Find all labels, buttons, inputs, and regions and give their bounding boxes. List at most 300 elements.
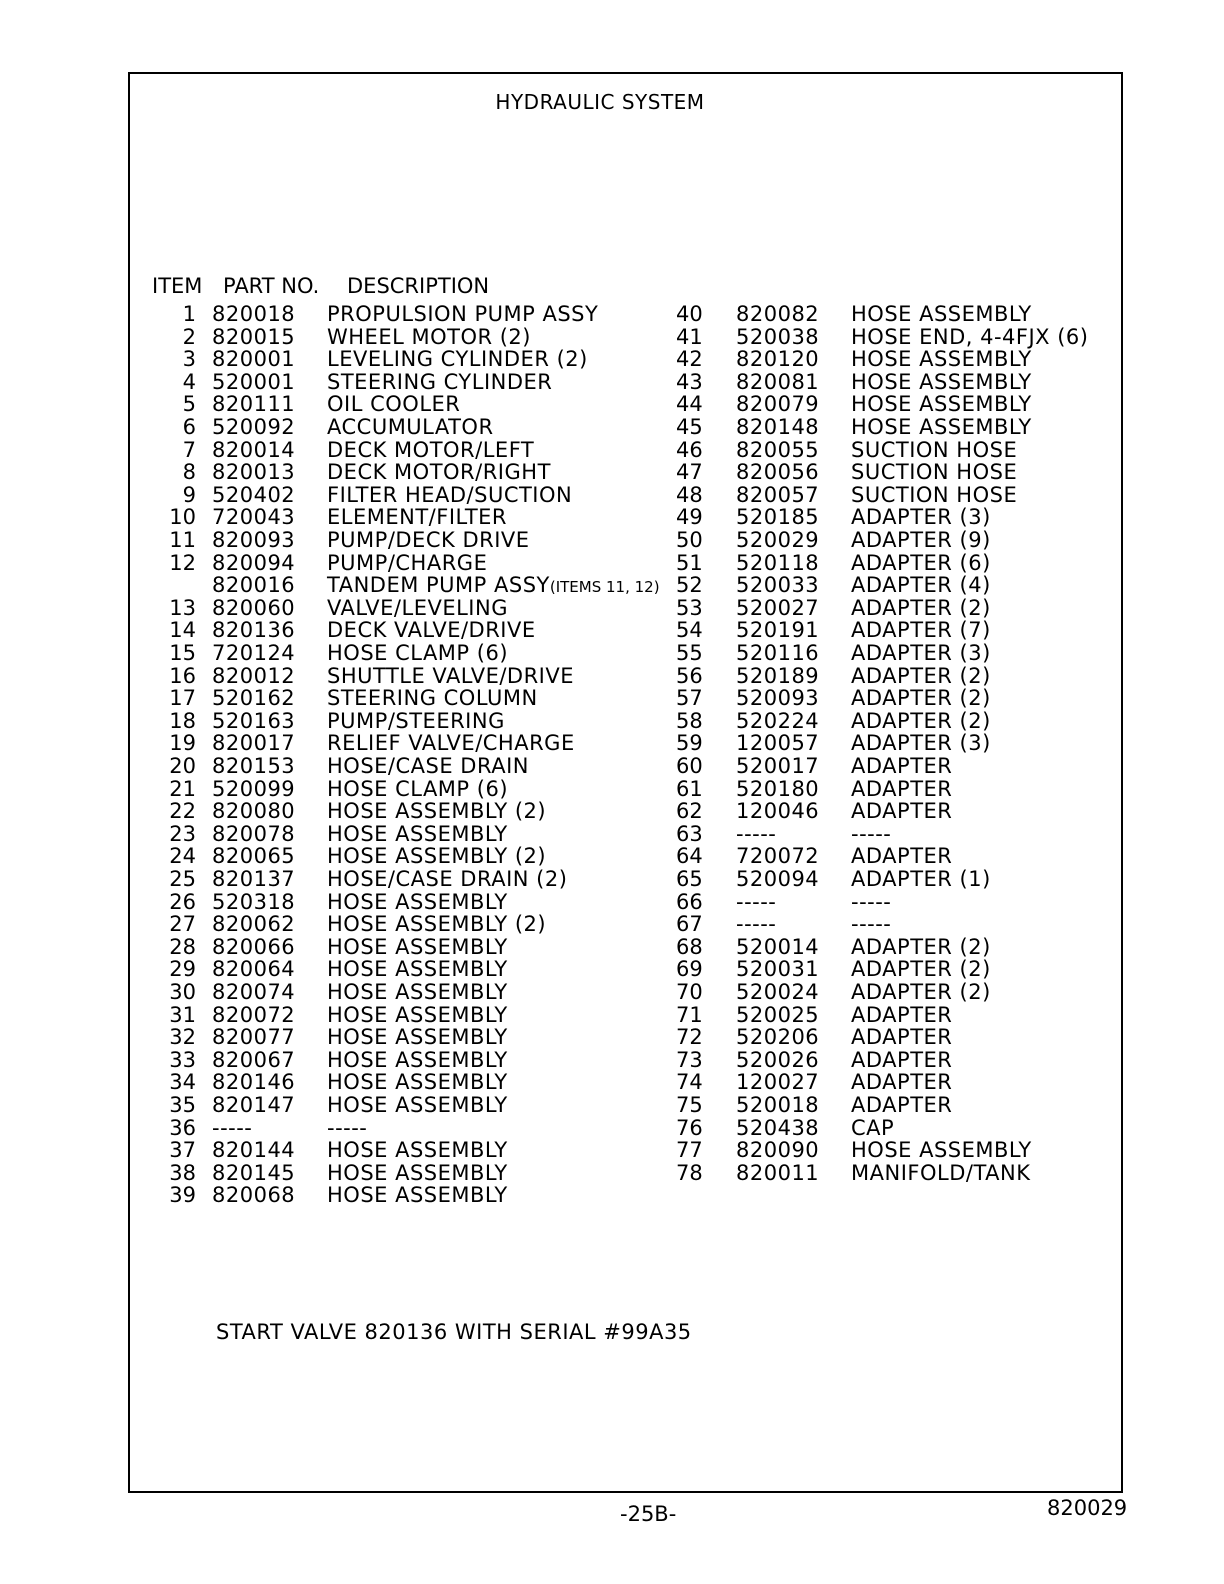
description-text: WHEEL MOTOR (2) [327, 324, 531, 349]
item-number: 64 [676, 844, 703, 869]
part-description [851, 1026, 952, 1048]
item-number: 52 [676, 573, 703, 598]
description-text: HOSE ASSEMBLY [851, 415, 1032, 439]
part-description [327, 1139, 508, 1161]
part-number: 520224 [736, 708, 820, 733]
part-description [327, 958, 508, 980]
description-text: HOSE ASSEMBLY [327, 1183, 508, 1208]
description-text: HOSE ASSEMBLY [327, 889, 508, 914]
item-number: 62 [676, 799, 703, 824]
item-number: 76 [676, 1115, 703, 1140]
part-number: 820017 [212, 731, 296, 756]
part-number: 520162 [212, 686, 296, 711]
part-number: 820067 [212, 1047, 296, 1072]
description-text: HOSE ASSEMBLY [327, 1070, 508, 1095]
part-description [327, 393, 460, 415]
part-number: 820065 [212, 844, 296, 869]
part-number: 820111 [212, 392, 296, 417]
part-description [851, 597, 991, 619]
item-number: 1 [182, 302, 196, 326]
description-text: HOSE ASSEMBLY [327, 821, 508, 846]
item-number: 5 [182, 392, 196, 417]
part-description [851, 303, 1032, 325]
part-description [851, 506, 991, 528]
description-text: ADAPTER [851, 1047, 953, 1072]
part-number: 820011 [736, 1160, 820, 1185]
part-number: 520017 [736, 754, 820, 778]
part-description [851, 371, 1032, 393]
part-description [851, 868, 991, 890]
description-text: OIL COOLER [327, 392, 461, 417]
part-number: 520438 [736, 1115, 820, 1140]
item-number: 36 [169, 1115, 196, 1140]
item-number: 47 [676, 460, 703, 485]
item-number: 16 [169, 663, 196, 688]
part-description [327, 1049, 508, 1071]
part-number: 820062 [212, 912, 296, 937]
part-number: 120027 [736, 1070, 820, 1095]
item-number: 23 [169, 821, 196, 846]
item-number: 21 [169, 776, 196, 801]
part-number: ----- [212, 1115, 253, 1140]
description-text: HOSE ASSEMBLY [327, 1093, 508, 1117]
part-number: 520189 [736, 663, 820, 688]
part-number: 820144 [212, 1138, 296, 1163]
item-number: 15 [169, 641, 196, 665]
part-number: 820013 [212, 460, 296, 485]
description-text: ADAPTER (2) [851, 686, 991, 711]
description-text: HOSE ASSEMBLY [851, 369, 1032, 394]
description-text: SUCTION HOSE [851, 460, 1018, 485]
part-number: 520018 [736, 1093, 820, 1117]
part-description [851, 710, 991, 732]
part-description [851, 732, 991, 754]
item-number: 70 [676, 980, 703, 1004]
item-number: 35 [169, 1093, 196, 1117]
part-number: 820064 [212, 957, 296, 982]
item-number: 9 [182, 482, 196, 507]
part-description [327, 1004, 508, 1026]
item-number: 43 [676, 369, 703, 394]
item-number: 34 [169, 1070, 196, 1095]
item-number: 14 [169, 618, 196, 643]
item-number: 17 [169, 686, 196, 711]
description-text: HOSE CLAMP (6) [327, 641, 509, 665]
description-text: ADAPTER (2) [851, 595, 991, 620]
item-number: 37 [169, 1138, 196, 1163]
part-description [327, 800, 546, 822]
item-number: 57 [676, 686, 703, 711]
description-text: ADAPTER (4) [851, 573, 991, 598]
description-text: ADAPTER (6) [851, 550, 991, 575]
part-description [851, 1139, 1032, 1161]
part-description [851, 687, 991, 709]
item-number: 42 [676, 347, 703, 372]
description-text: ----- [851, 912, 892, 937]
description-text: ADAPTER (7) [851, 618, 991, 643]
item-number: 38 [169, 1160, 196, 1185]
page-number: -25B- [620, 1502, 677, 1526]
part-number: 820001 [212, 347, 296, 372]
part-number: 120046 [736, 799, 820, 824]
item-number: 66 [676, 889, 703, 914]
description-text: DECK MOTOR/LEFT [327, 437, 535, 462]
description-text: HOSE ASSEMBLY [327, 980, 508, 1004]
part-number: 820079 [736, 392, 820, 417]
description-text: ADAPTER [851, 1025, 953, 1050]
part-number: 520027 [736, 595, 820, 620]
item-number: 2 [182, 324, 196, 349]
part-number: 820146 [212, 1070, 296, 1095]
part-description [327, 348, 588, 370]
item-number: 25 [169, 867, 196, 891]
part-number: 520014 [736, 934, 820, 959]
item-number: 77 [676, 1138, 703, 1163]
part-description [327, 868, 567, 890]
item-number: 72 [676, 1025, 703, 1050]
description-text: HOSE ASSEMBLY [327, 1138, 508, 1163]
item-number: 29 [169, 957, 196, 982]
part-number: 520206 [736, 1025, 820, 1050]
part-description [327, 1184, 508, 1206]
part-description [327, 755, 529, 777]
description-text: HOSE ASSEMBLY [851, 392, 1032, 417]
description-text: TANDEM PUMP ASSY [327, 573, 550, 598]
part-description [851, 845, 952, 867]
part-number: 520026 [736, 1047, 820, 1072]
description-text: ----- [327, 1115, 368, 1140]
item-number: 55 [676, 641, 703, 665]
description-text: LEVELING CYLINDER (2) [327, 347, 588, 372]
part-description [851, 1162, 1030, 1184]
description-text: PROPULSION PUMP ASSY [327, 302, 599, 326]
part-description [851, 1049, 952, 1071]
part-description [851, 416, 1032, 438]
item-number: 78 [676, 1160, 703, 1185]
description-text: DECK MOTOR/RIGHT [327, 460, 551, 485]
description-text: HOSE CLAMP (6) [327, 776, 509, 801]
part-description [851, 1004, 952, 1026]
item-number: 67 [676, 912, 703, 937]
part-description [851, 642, 991, 664]
item-number: 45 [676, 415, 703, 439]
description-text: HOSE ASSEMBLY [327, 934, 508, 959]
description-text: ELEMENT/FILTER [327, 505, 508, 530]
part-description [851, 484, 1017, 506]
description-text: SUCTION HOSE [851, 482, 1018, 507]
part-number: 520033 [736, 573, 820, 598]
part-description [851, 552, 991, 574]
part-number: 520001 [212, 369, 296, 394]
description-text: ADAPTER (1) [851, 867, 991, 891]
part-description [327, 665, 574, 687]
description-text: ADAPTER [851, 1002, 953, 1027]
item-number: 20 [169, 754, 196, 778]
description-text: HOSE ASSEMBLY [851, 347, 1032, 372]
description-text: HOSE END, 4-4FJX (6) [851, 324, 1089, 349]
item-number: 51 [676, 550, 703, 575]
part-description [327, 845, 546, 867]
part-description [327, 574, 660, 598]
description-text: HOSE ASSEMBLY (2) [327, 912, 547, 937]
part-number: 520093 [736, 686, 820, 711]
part-description [851, 913, 891, 935]
part-description [851, 619, 991, 641]
description-text: STEERING CYLINDER [327, 369, 553, 394]
part-description [851, 1071, 952, 1093]
description-text: HOSE ASSEMBLY [327, 1025, 508, 1050]
part-description [327, 371, 552, 393]
part-number: 820016 [212, 573, 296, 598]
part-number: 720124 [212, 641, 296, 665]
part-number: ----- [736, 912, 777, 937]
part-number: 820093 [212, 528, 296, 552]
part-number: 820012 [212, 663, 296, 688]
part-number: 820090 [736, 1138, 820, 1163]
description-text: HOSE/CASE DRAIN [327, 754, 529, 778]
item-number: 65 [676, 867, 703, 891]
item-number: 31 [169, 1002, 196, 1027]
part-number: 820153 [212, 754, 296, 778]
part-description [327, 461, 551, 483]
part-number: 520318 [212, 889, 296, 914]
description-text: DECK VALVE/DRIVE [327, 618, 536, 643]
part-number: 820145 [212, 1160, 296, 1185]
part-description [327, 710, 505, 732]
description-text: HOSE ASSEMBLY (2) [327, 799, 547, 824]
part-number: 520191 [736, 618, 820, 643]
part-number: 820055 [736, 437, 820, 462]
item-number: 4 [182, 369, 196, 394]
item-number: 61 [676, 776, 703, 801]
part-number: 820136 [212, 618, 296, 643]
part-description [327, 506, 507, 528]
item-number: 53 [676, 595, 703, 620]
description-text: SHUTTLE VALVE/DRIVE [327, 663, 575, 688]
part-description [327, 552, 487, 574]
part-number: 820060 [212, 595, 296, 620]
part-description [327, 891, 508, 913]
part-description [851, 936, 991, 958]
part-description [327, 981, 508, 1003]
description-text: ADAPTER (2) [851, 980, 991, 1004]
item-number: 3 [182, 347, 196, 372]
part-description [327, 936, 508, 958]
part-number: 520402 [212, 482, 296, 507]
part-description [327, 1117, 367, 1139]
item-number: 75 [676, 1093, 703, 1117]
description-text: ADAPTER [851, 799, 953, 824]
part-description [851, 665, 991, 687]
item-number: 30 [169, 980, 196, 1004]
part-number: 520092 [212, 415, 296, 439]
part-description [851, 574, 991, 596]
item-number: 73 [676, 1047, 703, 1072]
part-description [327, 303, 598, 325]
part-number: 820078 [212, 821, 296, 846]
part-description [327, 597, 508, 619]
part-number: 820014 [212, 437, 296, 462]
description-text: ----- [851, 889, 892, 914]
description-text: PUMP/CHARGE [327, 550, 488, 575]
item-number: 48 [676, 482, 703, 507]
part-number: 820057 [736, 482, 820, 507]
serial-note: START VALVE 820136 WITH SERIAL #99A35 [216, 1320, 692, 1344]
part-number: 520163 [212, 708, 296, 733]
part-description [851, 981, 991, 1003]
item-number: 49 [676, 505, 703, 530]
item-number: 7 [182, 437, 196, 462]
item-number: 46 [676, 437, 703, 462]
part-number: 120057 [736, 731, 820, 756]
description-text: ADAPTER (9) [851, 528, 991, 552]
part-description [851, 529, 991, 551]
part-description [851, 439, 1017, 461]
part-number: 820072 [212, 1002, 296, 1027]
part-description [851, 393, 1032, 415]
item-number: 24 [169, 844, 196, 869]
description-text: HOSE ASSEMBLY (2) [327, 844, 547, 869]
document-number: 820029 [1047, 1496, 1128, 1520]
description-text: ADAPTER (3) [851, 731, 991, 756]
part-description [851, 800, 952, 822]
part-description [327, 439, 534, 461]
part-description [851, 891, 891, 913]
item-number: 13 [169, 595, 196, 620]
description-text: ADAPTER [851, 844, 953, 869]
page-title: HYDRAULIC SYSTEM [495, 90, 705, 114]
item-number: 19 [169, 731, 196, 756]
description-text: MANIFOLD/TANK [851, 1160, 1031, 1185]
part-description [327, 913, 546, 935]
part-number: 520025 [736, 1002, 820, 1027]
description-text: ADAPTER (3) [851, 505, 991, 530]
description-text: ADAPTER (2) [851, 708, 991, 733]
item-number: 28 [169, 934, 196, 959]
item-number: 8 [182, 460, 196, 485]
description-note: (ITEMS 11, 12) [549, 578, 660, 597]
part-description [851, 461, 1017, 483]
part-number: 820018 [212, 302, 296, 326]
header-description: DESCRIPTION [347, 274, 490, 298]
item-number: 40 [676, 302, 703, 326]
item-number: 69 [676, 957, 703, 982]
item-number: 56 [676, 663, 703, 688]
description-text: PUMP/STEERING [327, 708, 505, 733]
item-number: 68 [676, 934, 703, 959]
description-text: FILTER HEAD/SUCTION [327, 482, 573, 507]
part-number: 820082 [736, 302, 820, 326]
part-number: 820094 [212, 550, 296, 575]
description-text: ADAPTER (2) [851, 663, 991, 688]
item-number: 18 [169, 708, 196, 733]
item-number: 33 [169, 1047, 196, 1072]
item-number: 22 [169, 799, 196, 824]
part-description [327, 326, 531, 348]
part-description [327, 778, 508, 800]
header-part-no: PART NO. [223, 274, 320, 298]
part-description [327, 1162, 508, 1184]
part-number: 520038 [736, 324, 820, 349]
part-description [851, 958, 991, 980]
description-text: ADAPTER [851, 1093, 953, 1117]
part-number: 820137 [212, 867, 296, 891]
description-text: HOSE ASSEMBLY [327, 1002, 508, 1027]
item-number: 63 [676, 821, 703, 846]
description-text: HOSE ASSEMBLY [851, 1138, 1032, 1163]
description-text: ACCUMULATOR [327, 415, 494, 439]
part-number: 820077 [212, 1025, 296, 1050]
part-description [851, 1117, 894, 1139]
part-description [851, 348, 1032, 370]
part-description [851, 823, 891, 845]
part-description [327, 642, 508, 664]
part-description [327, 1094, 508, 1116]
part-number: 820148 [736, 415, 820, 439]
part-number: 720072 [736, 844, 820, 869]
description-text: ADAPTER (2) [851, 957, 991, 982]
description-text: HOSE ASSEMBLY [327, 957, 508, 982]
item-number: 11 [169, 528, 196, 552]
part-description [851, 755, 952, 777]
item-number: 44 [676, 392, 703, 417]
description-text: HOSE ASSEMBLY [327, 1160, 508, 1185]
description-text: ADAPTER [851, 776, 953, 801]
item-number: 10 [169, 505, 196, 530]
description-text: HOSE ASSEMBLY [851, 302, 1032, 326]
part-number: 820066 [212, 934, 296, 959]
part-description [327, 687, 538, 709]
description-text: STEERING COLUMN [327, 686, 538, 711]
item-number: 71 [676, 1002, 703, 1027]
description-text: ADAPTER (2) [851, 934, 991, 959]
part-number: 520116 [736, 641, 820, 665]
part-number: 820056 [736, 460, 820, 485]
part-number: 520118 [736, 550, 820, 575]
item-number: 41 [676, 324, 703, 349]
part-description [327, 823, 508, 845]
header-item: ITEM [152, 274, 203, 298]
part-description [851, 778, 952, 800]
part-description [327, 619, 536, 641]
part-number: 520024 [736, 980, 820, 1004]
part-description [327, 1026, 508, 1048]
item-number: 58 [676, 708, 703, 733]
part-description [851, 326, 1088, 348]
item-number: 32 [169, 1025, 196, 1050]
part-number: 720043 [212, 505, 296, 530]
description-text: ADAPTER [851, 754, 953, 778]
part-number: 520099 [212, 776, 296, 801]
part-number: 520185 [736, 505, 820, 530]
item-number: 54 [676, 618, 703, 643]
item-number: 27 [169, 912, 196, 937]
part-description [327, 484, 572, 506]
description-text: ADAPTER [851, 1070, 953, 1095]
item-number: 50 [676, 528, 703, 552]
description-text: ----- [851, 821, 892, 846]
description-text: HOSE/CASE DRAIN (2) [327, 867, 568, 891]
part-number: 820015 [212, 324, 296, 349]
part-number: 820080 [212, 799, 296, 824]
description-text: VALVE/LEVELING [327, 595, 508, 620]
description-text: SUCTION HOSE [851, 437, 1018, 462]
part-number: 520031 [736, 957, 820, 982]
part-number: 820068 [212, 1183, 296, 1208]
part-number: 820120 [736, 347, 820, 372]
part-description [327, 1071, 508, 1093]
item-number: 60 [676, 754, 703, 778]
